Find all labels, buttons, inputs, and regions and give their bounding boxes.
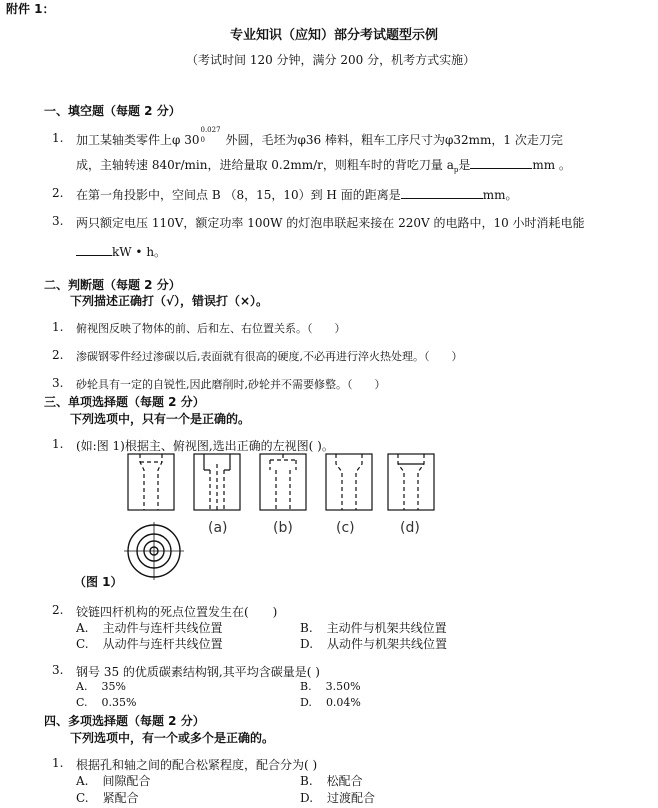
question-text: 钢号 35 的优质碳素结构钢,其平均含碳量是( ) [76,665,320,679]
question-text: (如:图 1)根据主、俯视图,选出正确的左视图( )。 [76,439,334,453]
question-text [76,243,166,260]
question-text: 根据孔和轴之间的配合松紧程度，配合分为( ) [76,758,318,772]
option-text: 松配合 [326,774,363,788]
option-text: 主动件与连杆共线位置 [102,621,223,635]
option-text: 从动件与连杆共线位置 [102,637,223,651]
option-letter: D. [300,791,314,805]
answer-blank[interactable] [401,186,483,199]
option-c[interactable] [76,635,223,652]
question-text-part: 是 [458,158,471,172]
option-letter: B. [300,621,313,635]
question-text: 两只额定电压 110V，额定功率 100W 的灯泡串联起来接在 220V 的电路中，10 小时消耗电能 [76,216,585,230]
option-letter: C. [76,696,88,709]
question-text-part: 成，主轴转速 840r/min，进给量取 0.2mm/r，则粗车时的背吃刀量 a [76,158,454,172]
option-text: 间隙配合 [102,774,151,788]
section-heading-fill-blank: 一、填空题（每题 2 分） [44,104,181,118]
figure-caption: （图 1） [74,575,123,589]
option-c-drawing[interactable] [326,454,372,510]
question-text-part: mm 。 [532,158,571,172]
option-c[interactable] [76,789,139,806]
question-number: 3. [52,214,64,228]
option-d-drawing[interactable] [388,454,434,510]
section-instruction: 下列选项中，有一个或多个是正确的。 [70,731,275,745]
question-number: 1. [52,437,64,451]
question-number: 3. [52,663,64,677]
question-text-part: 在第一角投影中，空间点 B （8，15，10）到 H 面的距离是 [76,188,401,202]
option-b[interactable] [300,680,361,693]
attachment-label: 附件 1： [6,2,55,16]
question-text [76,156,571,173]
option-letter: A. [76,621,89,635]
question-number: 2. [52,603,64,617]
option-d[interactable] [300,696,361,709]
option-text: 0.04% [325,696,361,709]
option-letter: D. [300,637,314,651]
question-number: 1. [52,756,64,770]
page-title: 专业知识（应知）部分考试题型示例 [230,28,439,43]
section-heading-multiple-choice: 四、多项选择题（每题 2 分） [44,714,205,728]
option-d-label: (d) [400,520,420,536]
option-a[interactable] [76,772,151,789]
question-text-part: mm。 [482,188,518,202]
question-number: 3. [52,376,64,390]
option-letter: C. [76,791,89,805]
question-text: 砂轮具有一定的自锐性,因此磨削时,砂轮并不需要修整。（ ） [76,378,386,391]
option-text: 主动件与机架共线位置 [326,621,447,635]
option-a[interactable] [76,619,223,636]
option-letter: D. [300,696,312,709]
question-number: 2. [52,348,64,362]
option-text: 从动件与机架共线位置 [327,637,448,651]
option-letter: A. [76,680,88,693]
section-heading-single-choice: 三、单项选择题（每题 2 分） [44,395,205,409]
section-instruction: 下列选项中，只有一个是正确的。 [70,412,251,426]
main-view-drawing [128,454,174,510]
option-letter: C. [76,637,89,651]
option-letter: B. [300,774,313,788]
option-a-label: (a) [208,520,228,536]
option-b-drawing[interactable] [260,454,306,510]
option-c[interactable] [76,696,136,709]
question-number: 1. [52,131,64,145]
tolerance-upper: 0.027 [200,126,221,134]
option-a[interactable] [76,680,126,693]
option-text: 过渡配合 [327,791,376,805]
question-text [76,186,517,203]
question-text-part: kW • h。 [112,245,167,259]
option-text: 3.50% [325,680,361,693]
tolerance-lower: 0 [200,136,205,144]
subscript: p [453,166,459,174]
question-text: 俯视图反映了物体的前、后和左、右位置关系。（ ） [76,322,346,335]
section-heading-true-false: 二、判断题（每题 2 分） [44,278,181,292]
question-text-part: 外圆，毛坯为φ36 棒料，粗车工序尺寸为φ32mm，1 次走刀完 [225,133,563,147]
option-c-label: (c) [336,520,355,536]
option-letter: A. [76,774,89,788]
option-b-label: (b) [273,520,293,536]
page-subtitle: （考试时间 120 分钟，满分 200 分，机考方式实施） [186,53,476,67]
option-b[interactable] [300,619,447,636]
option-letter: B. [300,680,312,693]
option-a-drawing[interactable] [194,454,240,510]
option-text: 0.35% [101,696,137,709]
answer-blank[interactable] [470,156,532,169]
section-instruction: 下列描述正确打（√），错误打（×）。 [70,294,269,308]
question-text-part: 加工某轴类零件上φ 30 [76,133,200,147]
top-view-drawing [122,522,186,580]
question-number: 2. [52,186,64,200]
option-d[interactable] [300,789,375,806]
question-number: 1. [52,320,64,334]
question-text: 渗碳钢零件经过渗碳以后,表面就有很高的硬度,不必再进行淬火热处理。（ ） [76,350,463,363]
option-d[interactable] [300,635,447,652]
option-text: 35% [101,680,126,693]
option-b[interactable] [300,772,363,789]
option-text: 紧配合 [102,791,139,805]
question-text [76,126,563,148]
answer-blank[interactable] [76,243,112,256]
question-text: 铰链四杆机构的死点位置发生在( ) [76,605,278,619]
